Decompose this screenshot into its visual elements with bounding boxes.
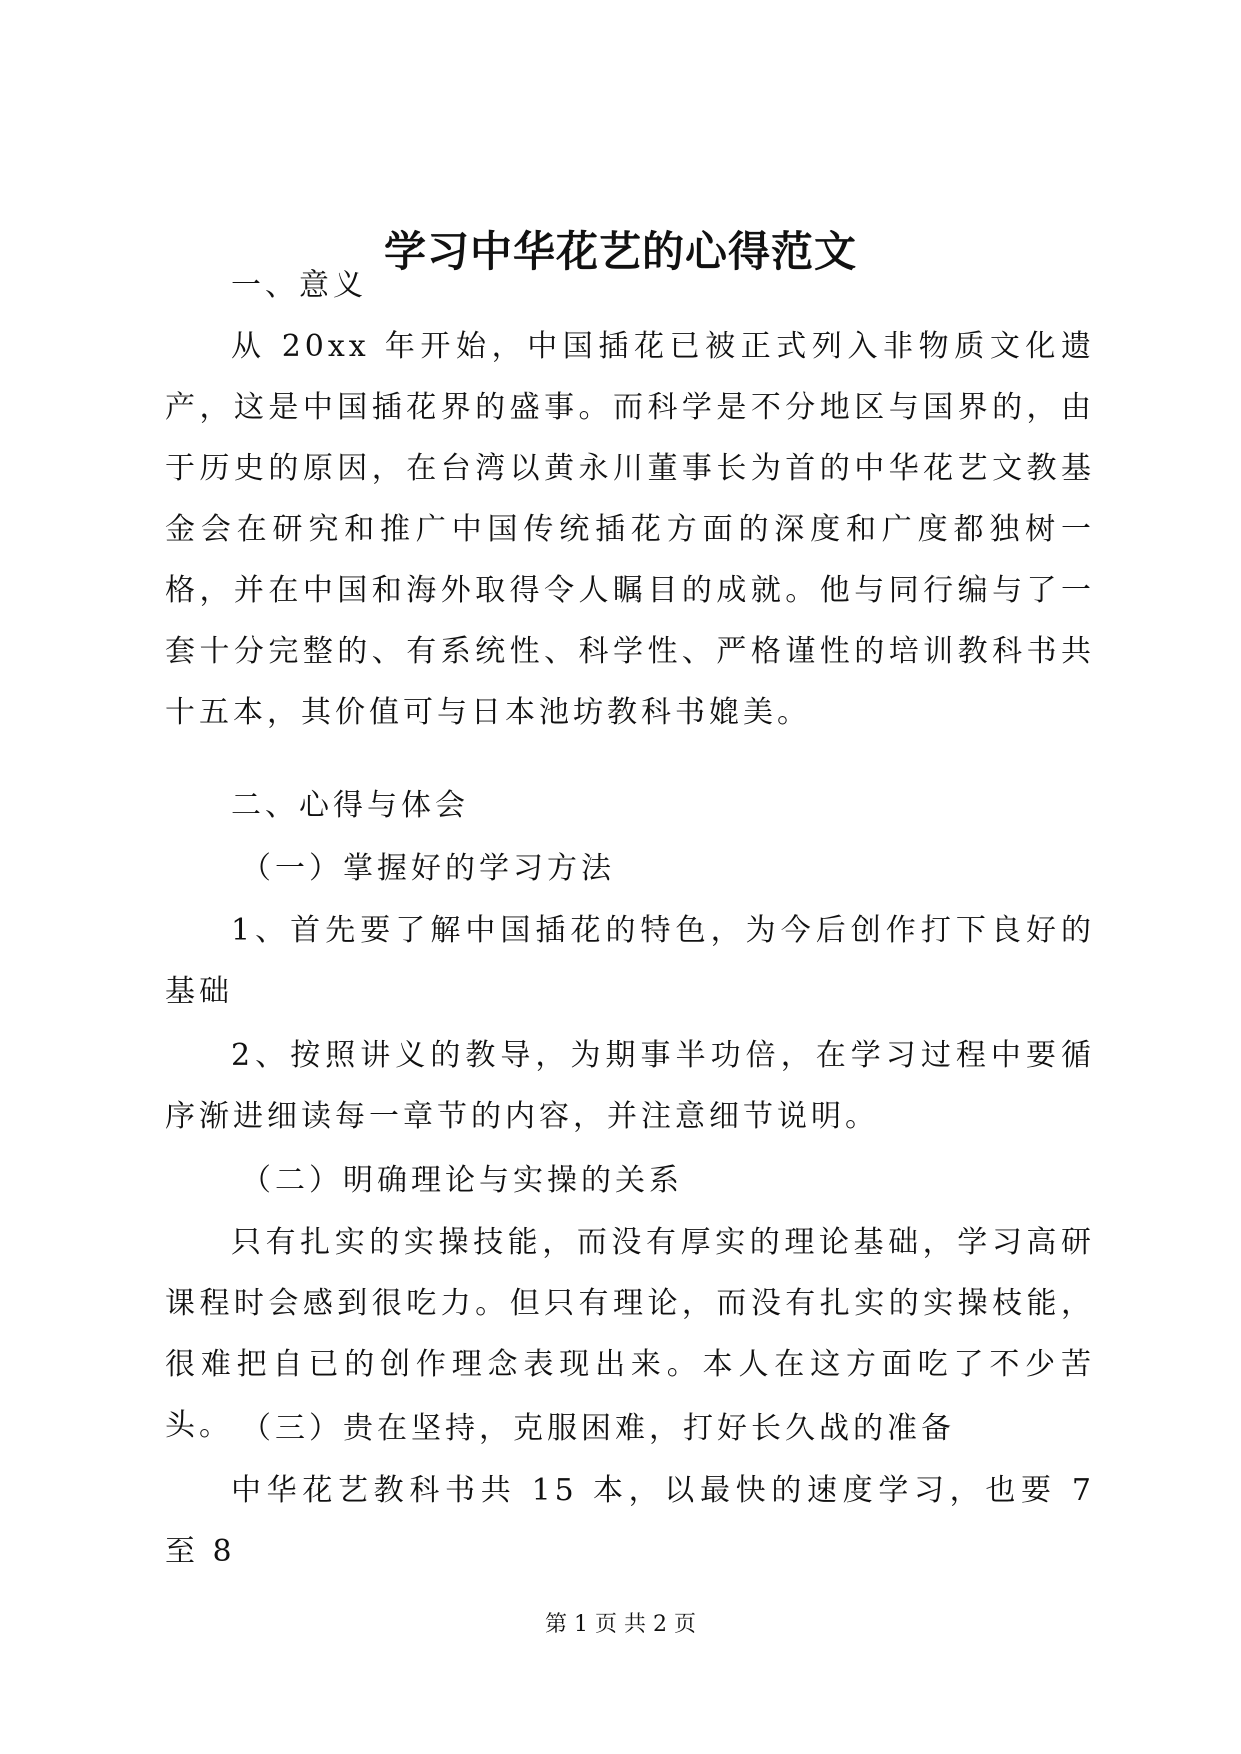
page-footer: 第 1 页 共 2 页 xyxy=(545,1612,696,1637)
subheading-method: （一）掌握好的学习方法 xyxy=(241,851,615,886)
heading-meaning: 一、意义 xyxy=(231,268,367,303)
subheading-persistence: （三）贵在坚持，克服困难，打好长久战的准备 xyxy=(241,1411,955,1446)
heading-experience: 二、心得与体会 xyxy=(231,788,469,823)
paragraph-theory-practice: 只有扎实的实操技能，而没有厚实的理论基础，学习高研课程时会感到很吃力。但只有理论，而没有扎实的实操枝能，很难把自已的创作理念表现出来。本人在这方面吃了不少苦头。 xyxy=(165,1225,1095,1443)
paragraph-persistence: 中华花艺教科书共 15 本，以最快的速度学习，也要 7 至 8 xyxy=(165,1473,1095,1569)
list-item-2: 2、按照讲义的教导，为期事半功倍，在学习过程中要循序渐进细读每一章节的内容，并注意细节说明。 xyxy=(165,1038,1095,1134)
list-item-1: 1、首先要了解中国插花的特色，为今后创作打下良好的基础 xyxy=(165,913,1095,1009)
paragraph-intro: 从 20xx 年开始，中国插花已被正式列入非物质文化遗产，这是中国插花界的盛事。而科学是不分地区与国界的，由于历史的原因，在台湾以黄永川董事长为首的中华花艺文教基金会在研究和推广中国传统插花方面的深度和广度都独树一格，并在中国和海外取得令人瞩目的成就。他与同行编与了一套十分完整的、有系统性、科学性、严格谨性的培训教科书共十五本，其价值可与日本池坊教科书媲美。 xyxy=(165,329,1095,730)
subheading-theory-practice: （二）明确理论与实操的关系 xyxy=(241,1163,683,1198)
document-title: 学习中华花艺的心得范文 xyxy=(383,227,857,276)
